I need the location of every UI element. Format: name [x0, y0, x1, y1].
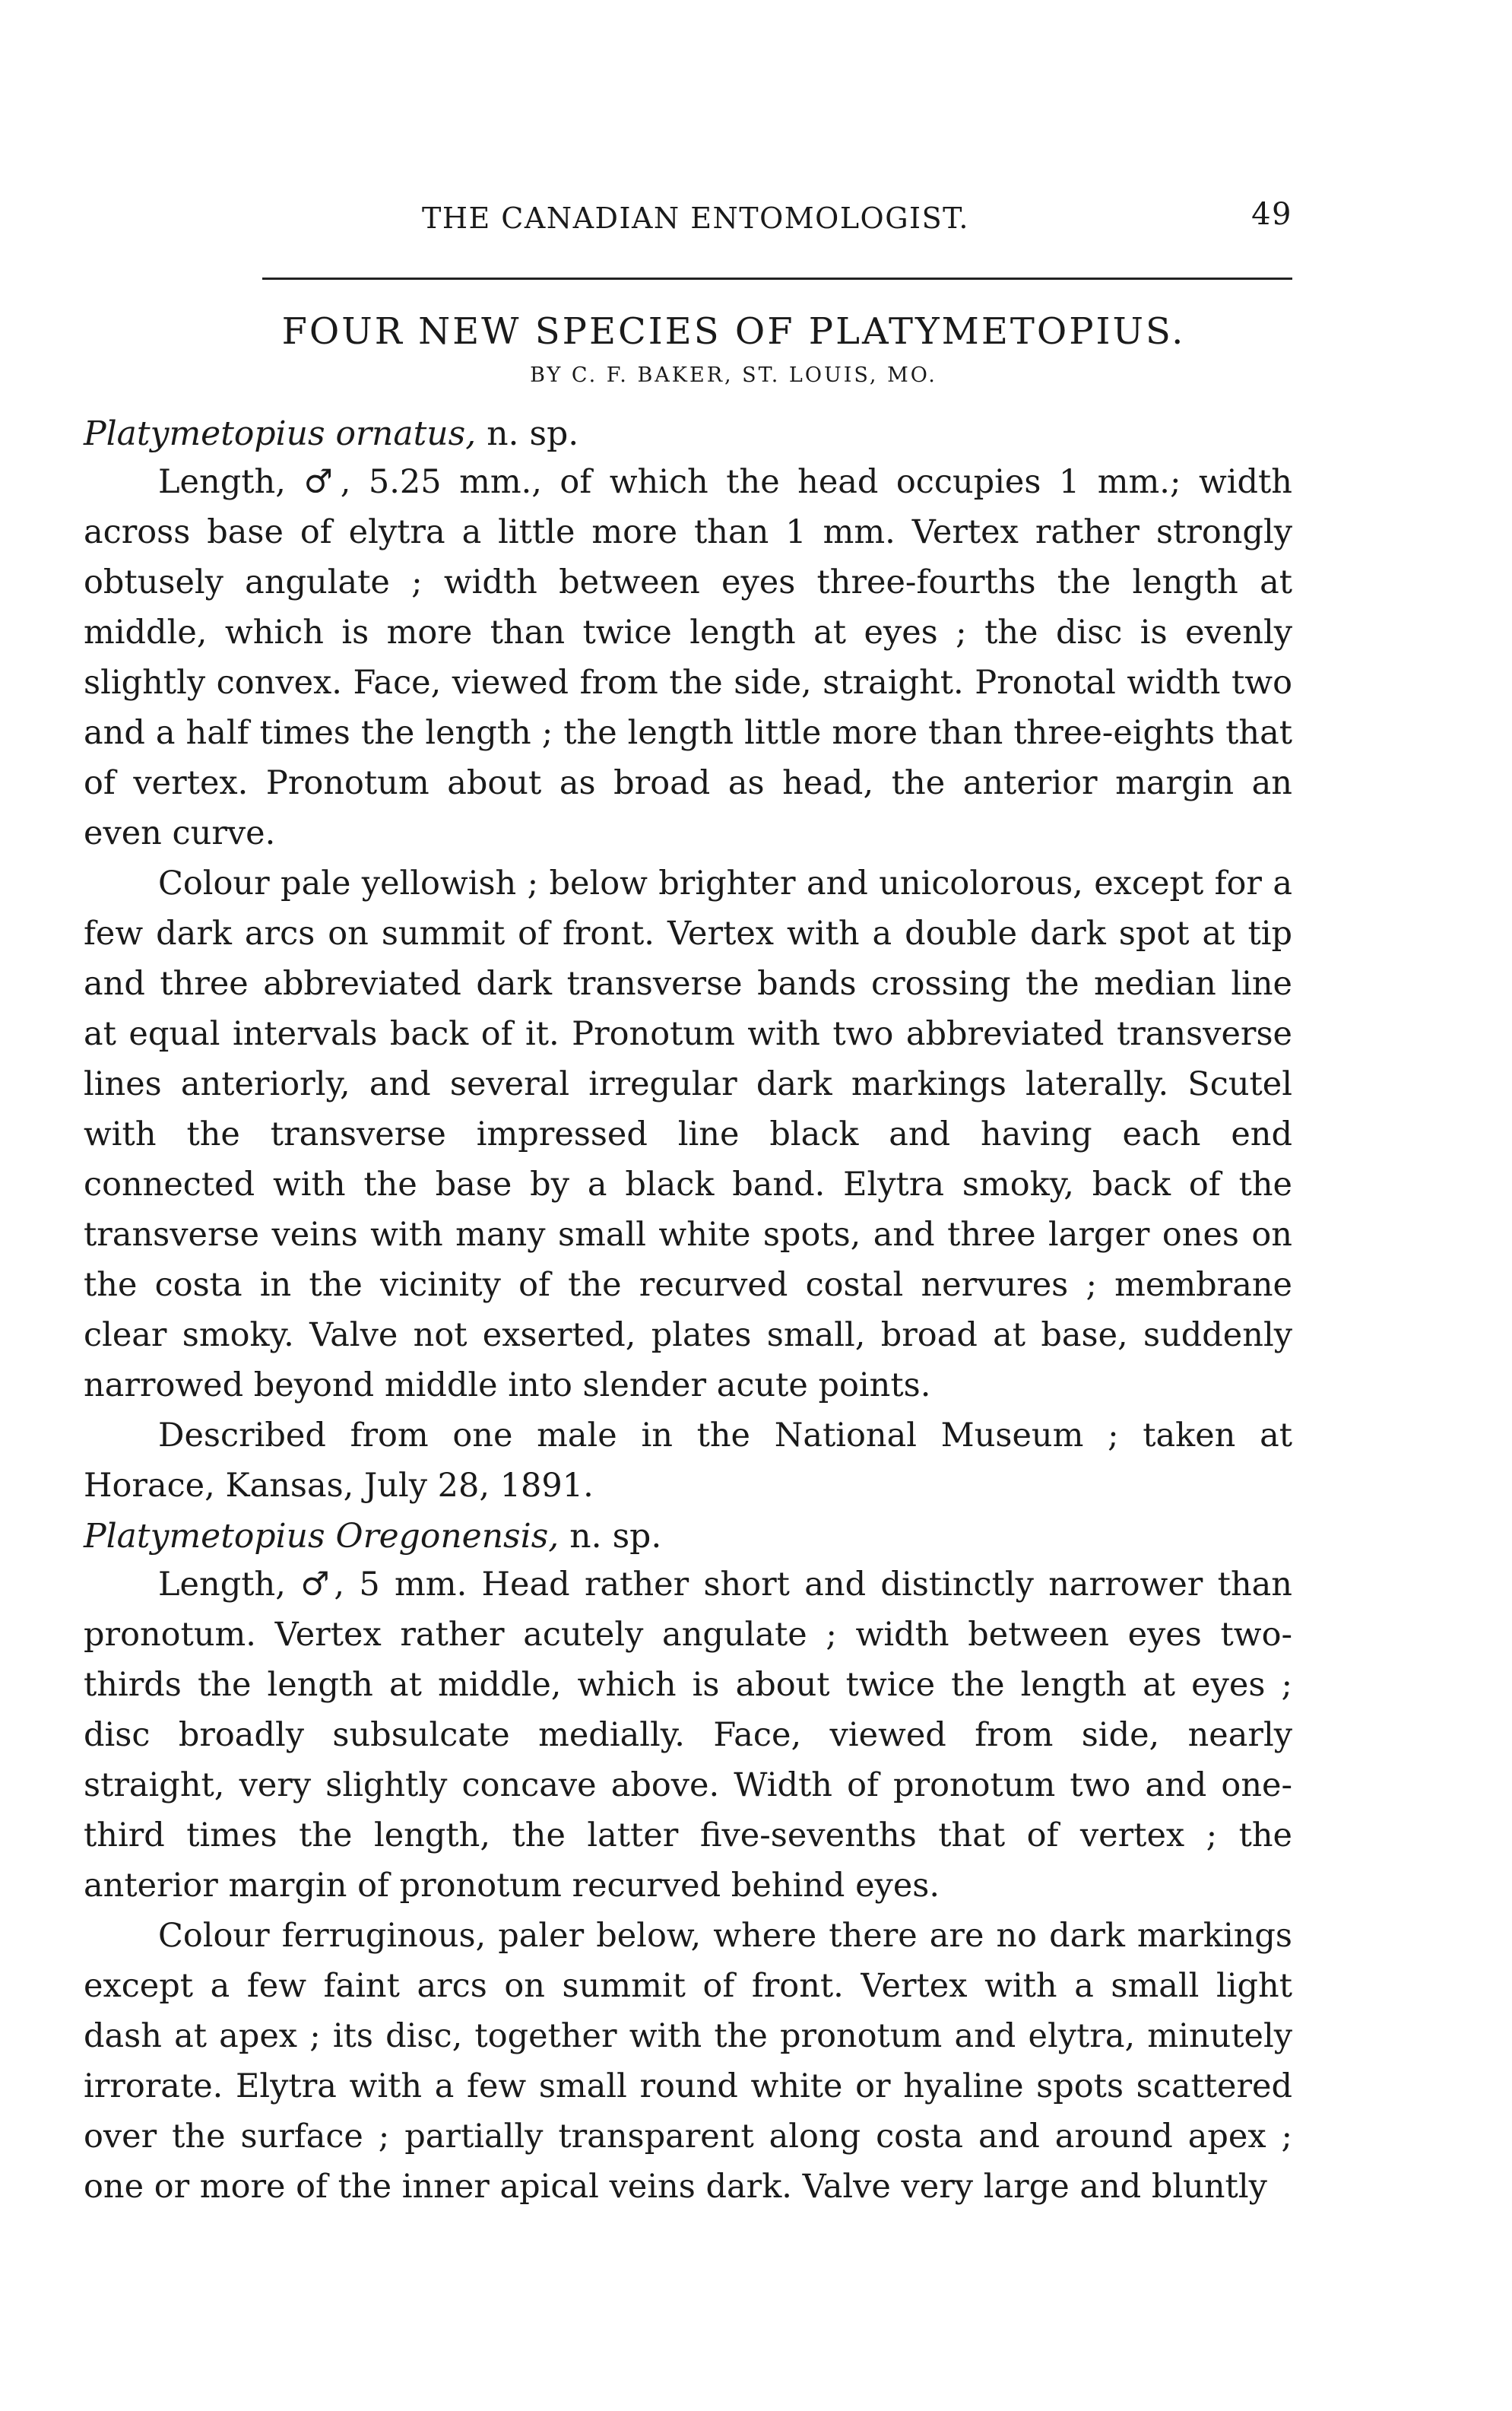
- byline: BY C. F. BAKER, ST. LOUIS, MO.: [530, 363, 937, 387]
- page-number: 49: [1251, 197, 1292, 232]
- species-heading: [84, 1514, 1292, 1559]
- species-name: Platymetopius ornatus,: [84, 414, 477, 453]
- journal-page: [84, 194, 1292, 2212]
- journal-title: THE CANADIAN ENTOMOLOGIST.: [422, 201, 969, 235]
- species-heading: [84, 411, 1292, 457]
- species-name: Platymetopius Oregonensis,: [84, 1517, 559, 1556]
- header-rule: [262, 278, 1292, 280]
- description-paragraph: Length, ♂, 5 mm. Head rather short and distinctly narrower than pronotum. Vertex rather acutely angulate ; width between eyes two-thirds the length at middle, which is about twice the length at eyes ; disc broadly subsulcate medially. Face, viewed from side, nearly straight, very slightly concave above. Width of pronotum two and one-third times the length, the latter five-sevenths that of vertex ; the anterior margin of pronotum recurved behind eyes.: [84, 1566, 1292, 1905]
- running-head: [84, 194, 1292, 240]
- description-paragraph: Colour pale yellowish ; below brighter and unicolorous, except for a few dark arcs on summit of front. Vertex with a double dark spot at tip and three abbreviated dark transverse bands crossing the median line at equal intervals back of it. Pronotum with two abbreviated transverse lines anteriorly, and several irregular dark markings laterally. Scutel with the transverse impressed line black and having each end connected with the base by a black band. Elytra smoky, back of the transverse veins with many small white spots, and three larger ones on the costa in the vicinity of the recurved costal nervures ; membrane clear smoky. Valve not exserted, plates small, broad at base, suddenly narrowed beyond middle into slender acute points.: [84, 864, 1292, 1404]
- species-status: n. sp.: [487, 414, 579, 453]
- article-title: FOUR NEW SPECIES OF PLATYMETOPIUS.: [281, 310, 1186, 353]
- description-paragraph: Length, ♂, 5.25 mm., of which the head occupies 1 mm.; width across base of elytra a little more than 1 mm. Vertex rather strongly obtusely angulate ; width between eyes three-fourths the length at middle, which is more than twice length at eyes ; the disc is evenly slightly convex. Face, viewed from the side, straight. Pronotal width two and a half times the length ; the length little more than three-eights that of vertex. Pronotum about as broad as head, the anterior margin an even curve.: [84, 463, 1292, 852]
- description-paragraph: Described from one male in the National Museum ; taken at Horace, Kansas, July 28, 1891.: [84, 1416, 1292, 1505]
- description-paragraph: Colour ferruginous, paler below, where there are no dark markings except a few faint arcs on summit of front. Vertex with a small light dash at apex ; its disc, together with the pronotum and elytra, minutely irrorate. Elytra with a few small round white or hyaline spots scattered over the surface ; partially transparent along costa and around apex ; one or more of the inner apical veins dark. Valve very large and bluntly: [84, 1917, 1292, 2206]
- species-status: n. sp.: [569, 1517, 662, 1556]
